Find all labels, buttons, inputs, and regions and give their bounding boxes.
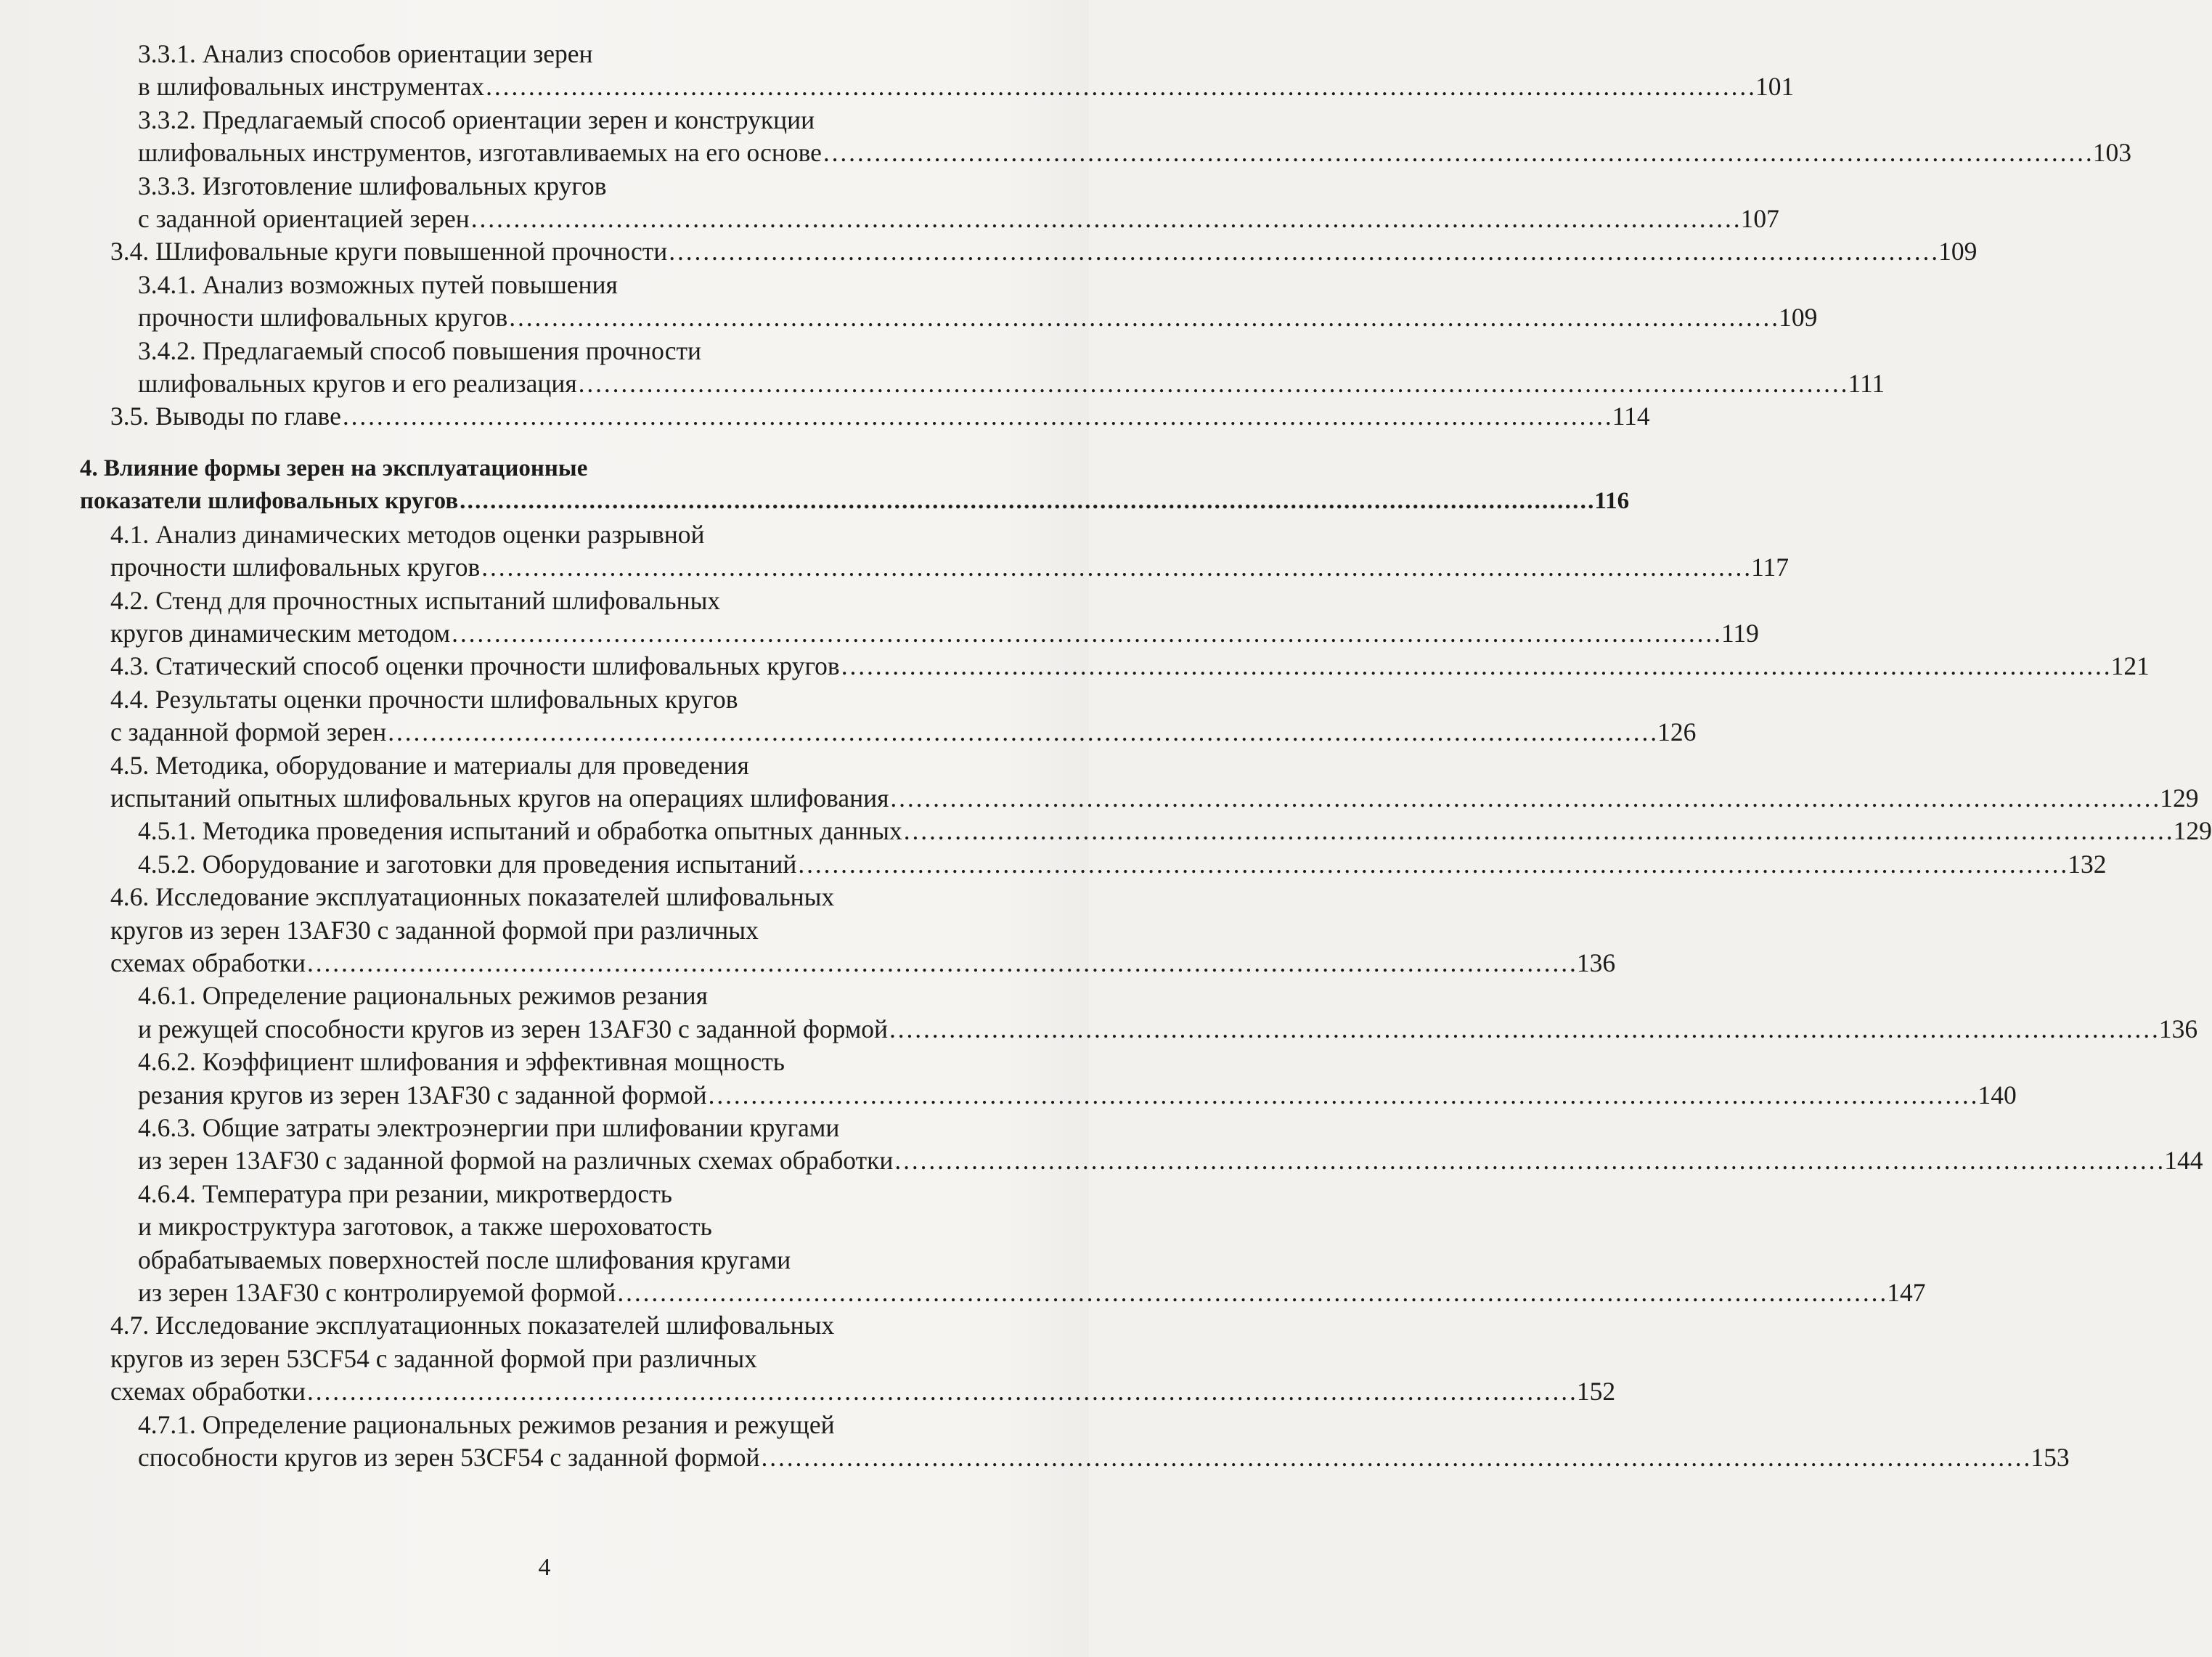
toc-entry-page: 132 (2068, 849, 2107, 879)
dot-leader (481, 551, 1748, 584)
toc-entry-title: 4.3. Статический способ оценки прочности шлифовальных кругов (110, 651, 840, 681)
toc-entry-title: 4.7.1. Определение рациональных режимов резания и режущей (138, 1409, 835, 1439)
toc-entry-title: 4.6.4. Температура при резании, микротвердость (138, 1178, 672, 1208)
toc-entry-title: 3.3.2. Предлагаемый способ ориентации зерен и конструкции (138, 105, 815, 134)
toc-entry (0, 881, 1616, 980)
toc-entry (0, 452, 1630, 518)
toc-entry-title: 4.5. Методика, оборудование и материалы для проведения (110, 750, 749, 780)
toc-entry-page: 144 (2164, 1146, 2203, 1176)
dot-leader (890, 782, 2157, 815)
toc-entry-title: 3.3.3. Изготовление шлифовальных кругов (138, 171, 607, 200)
dot-leader (823, 137, 2090, 169)
dot-leader (307, 947, 1574, 980)
toc-entry-title: 4.6.2. Коэффициент шлифования и эффективная мощность (138, 1047, 785, 1077)
toc-entry-title: 4.2. Стенд для прочностных испытаний шлифовальных (110, 585, 721, 615)
dot-leader (709, 1079, 1975, 1112)
toc-entry-title: кругов динамическим методом (110, 618, 451, 648)
page-number: 4 (538, 1554, 551, 1581)
dot-leader (471, 203, 1738, 235)
toc-entry (0, 980, 2198, 1046)
toc-entry (0, 400, 1650, 433)
toc-entry-title: и режущей способности кругов из зерен 13AF30 с заданной формой (138, 1014, 889, 1043)
toc-entry-title: обрабатываемых поверхностей после шлифования кругами (138, 1245, 791, 1274)
toc-entry (0, 104, 2132, 170)
toc-entry-title: шлифовальных инструментов, изготавливаемых на его основе (138, 138, 822, 168)
toc-entry-title: с заданной формой зерен (110, 717, 387, 747)
toc-entry-page: 114 (1612, 402, 1650, 431)
toc-entry-title: 4.6.1. Определение рациональных режимов резания (138, 981, 708, 1011)
toc-entry-page: 107 (1740, 204, 1779, 234)
toc-entry-page: 153 (2031, 1443, 2070, 1473)
toc-entry-title: кругов из зерен 53CF54 с заданной формой при различных (110, 1343, 757, 1373)
toc-entry-title: прочности шлифовальных кругов (138, 303, 508, 333)
dot-leader (889, 1013, 2156, 1046)
dot-leader (579, 367, 1845, 400)
toc-entry (0, 335, 1885, 401)
toc-entry-page: 111 (1848, 369, 1885, 399)
dot-leader (388, 716, 1654, 749)
toc-entry (0, 683, 1697, 749)
toc-entry-title: 4.6. Исследование эксплуатационных показателей шлифовальных (110, 882, 835, 912)
toc-entry-title: схемах обработки (110, 1377, 306, 1406)
toc-entry (0, 650, 2150, 683)
toc-entry-title: 3.4.2. Предлагаемый способ повышения прочности (138, 335, 702, 365)
toc-entry-title: в шлифовальных инструментах (138, 72, 485, 102)
dot-leader (894, 1144, 2161, 1177)
toc-entry-page: 129 (2173, 816, 2212, 846)
dot-leader (761, 1441, 2028, 1474)
toc-entry-title: 4.6.3. Общие затраты электроэнергии при шлифовании кругами (138, 1113, 840, 1142)
toc-entry (0, 585, 1759, 651)
toc-entry (0, 848, 2107, 881)
toc-entry-title: из зерен 13AF30 с контролируемой формой (138, 1278, 616, 1308)
toc-entry (0, 815, 2212, 847)
toc-entry-page: 140 (1978, 1080, 2017, 1110)
toc-entry-page: 147 (1887, 1278, 1926, 1308)
toc-entry (0, 1112, 2203, 1178)
toc-entry-title: 4.5.2. Оборудование и заготовки для проведения испытаний (138, 849, 797, 879)
dot-leader (509, 301, 1776, 334)
toc-entry-title: схемах обработки (110, 948, 306, 977)
toc-entry-title: прочности шлифовальных кругов (110, 553, 481, 582)
toc-entry-page: 136 (2158, 1014, 2198, 1043)
toc-entry-page: 109 (1779, 303, 1818, 333)
toc-entry-title: с заданной ориентацией зерен (138, 204, 470, 234)
toc-entry-title: 3.3.1. Анализ способов ориентации зерен (138, 39, 593, 68)
dot-leader (669, 235, 1935, 268)
toc-entry-page: 121 (2110, 651, 2150, 681)
table-of-contents (0, 38, 2212, 1474)
toc-entry-title: показатели шлифовальных кругов (80, 488, 459, 515)
toc-entry (0, 749, 2199, 815)
toc-entry-title: кругов из зерен 13AF30 с заданной формой при различных (110, 915, 759, 945)
toc-entry (0, 1309, 1616, 1408)
toc-entry-title: шлифовальных кругов и его реализация (138, 369, 577, 399)
dot-leader (486, 70, 1752, 103)
toc-entry-page: 119 (1721, 618, 1759, 648)
toc-entry-page: 103 (2092, 138, 2132, 168)
dot-leader (460, 485, 1591, 518)
toc-entry (0, 170, 1779, 236)
toc-entry-title: и микроструктура заготовок, а также шероховатость (138, 1212, 712, 1242)
toc-entry-title: 3.4. Шлифовальные круги повышенной прочности (110, 237, 668, 266)
toc-entry (0, 38, 1795, 104)
toc-entry-title: способности кругов из зерен 53CF54 с заданной формой (138, 1443, 760, 1473)
toc-entry-title: 3.4.1. Анализ возможных путей повышения (138, 269, 618, 299)
dot-leader (841, 650, 2108, 683)
toc-entry (0, 1178, 1926, 1310)
toc-entry (0, 1046, 2017, 1112)
toc-entry (0, 518, 1789, 585)
dot-leader (343, 400, 1609, 433)
toc-entry-title: 3.5. Выводы по главе (110, 402, 341, 431)
toc-entry-title: 4.5.1. Методика проведения испытаний и обработка опытных данных (138, 816, 902, 846)
dot-leader (452, 617, 1718, 650)
toc-entry-page: 136 (1576, 948, 1616, 977)
toc-entry-page: 152 (1576, 1377, 1616, 1406)
toc-entry-title: 4. Влияние формы зерен на эксплуатационные (80, 455, 588, 481)
toc-entry-page: 101 (1755, 72, 1795, 102)
dot-leader (307, 1375, 1574, 1408)
toc-entry-title: резания кругов из зерен 13AF30 с заданной формой (138, 1080, 707, 1110)
toc-entry (0, 1409, 2070, 1475)
dot-leader (904, 815, 2171, 847)
toc-entry-page: 126 (1657, 717, 1697, 747)
toc-entry-title: 4.4. Результаты оценки прочности шлифовальных кругов (110, 684, 738, 714)
dot-leader (798, 848, 2065, 881)
toc-entry-page: 117 (1751, 553, 1789, 582)
toc-entry-page: 109 (1938, 237, 1978, 266)
toc-entry (0, 235, 1978, 268)
toc-entry-title: 4.7. Исследование эксплуатационных показателей шлифовальных (110, 1311, 835, 1340)
toc-entry-title: 4.1. Анализ динамических методов оценки разрывной (110, 519, 705, 549)
dot-leader (617, 1277, 1884, 1309)
toc-entry-page: 116 (1594, 488, 1630, 515)
toc-entry-title: испытаний опытных шлифовальных кругов на операциях шлифования (110, 783, 889, 813)
toc-entry-page: 129 (2160, 783, 2199, 813)
toc-entry-title: из зерен 13AF30 с заданной формой на различных схемах обработки (138, 1146, 894, 1176)
toc-entry (0, 269, 1818, 335)
